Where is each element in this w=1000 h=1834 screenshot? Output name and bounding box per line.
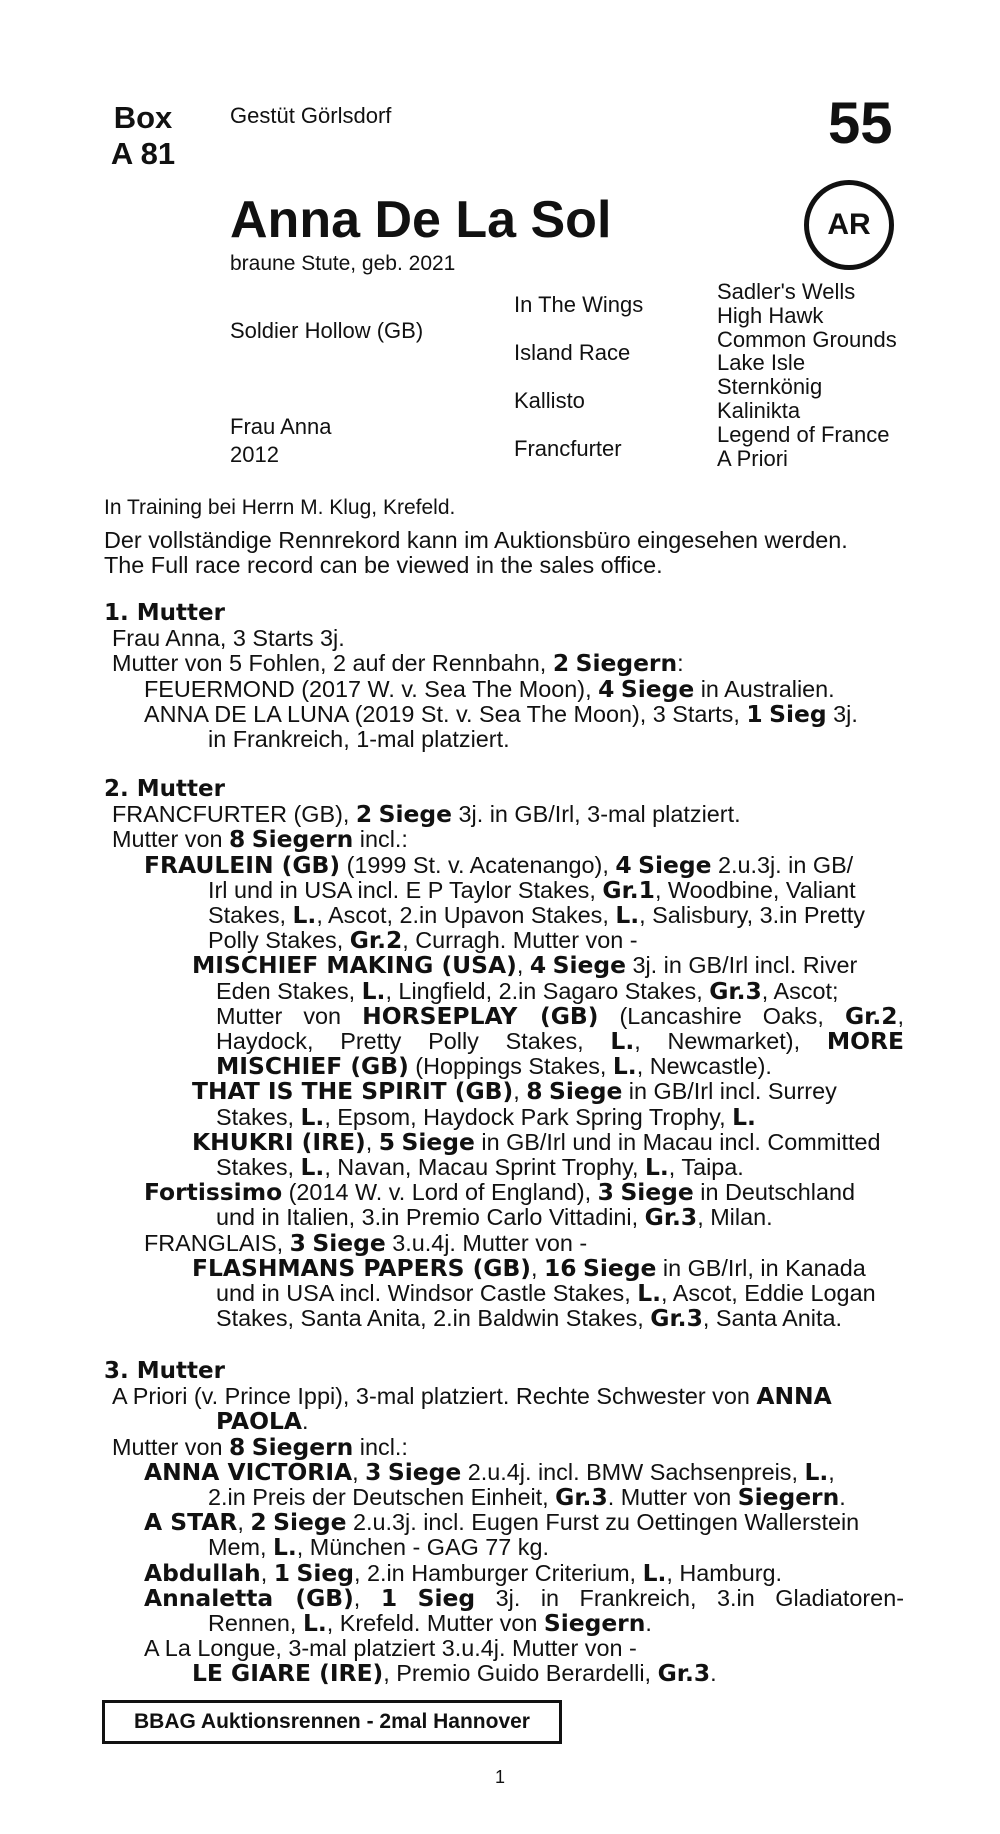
pedigree-grandparent: Kallisto [514, 388, 585, 413]
dam-line: FEUERMOND (2017 W. v. Sea The Moon), 4 Siege in Australien. [144, 674, 835, 703]
dam-line: Haydock, Pretty Polly Stakes, L., Newmarket), MORE [216, 1027, 904, 1056]
training-note: In Training bei Herrn M. Klug, Krefeld. [104, 496, 456, 519]
pedigree-grandparent: In The Wings [514, 292, 644, 317]
page-number: 1 [494, 1767, 505, 1787]
dam-line: FRANGLAIS, 3 Siege 3.u.4j. Mutter von - [144, 1228, 588, 1257]
pedigree-great-grandparent: Lake Isle [717, 350, 806, 376]
dam-line: Stakes, L., Epsom, Haydock Park Spring Trophy, L. [216, 1102, 756, 1131]
dam-line: A Priori (v. Prince Ippi), 3-mal platziert. Rechte Schwester von ANNA [112, 1382, 832, 1411]
dam-line: in Frankreich, 1-mal platziert. [208, 726, 510, 753]
dam-line: Stakes, Santa Anita, 2.in Baldwin Stakes, Gr.3, Santa Anita. [216, 1304, 842, 1333]
dam-line: ANNA DE LA LUNA (2019 St. v. Sea The Moon), 3 Starts, 1 Sieg 3j. [144, 699, 858, 728]
pedigree-great-grandparent: A Priori [717, 445, 788, 471]
dam-line: MISCHIEF (GB) (Hoppings Stakes, L., Newcastle). [216, 1052, 772, 1081]
box-label [104, 100, 182, 171]
record-note [104, 528, 848, 578]
dam-line: Frau Anna, 3 Starts 3j. [112, 625, 345, 652]
pedigree-great-grandparent: Legend of France [717, 421, 890, 447]
pedigree-great-grandparent: High Hawk [717, 302, 824, 328]
dam-line: und in Italien, 3.in Premio Carlo Vittadini, Gr.3, Milan. [216, 1203, 773, 1232]
dam-line: FLASHMANS PAPERS (GB), 16 Siege in GB/Irl, in Kanada [192, 1253, 866, 1282]
dam-line: Mutter von HORSEPLAY (GB) (Lancashire Oaks, Gr.2, [216, 1001, 905, 1030]
horse-description: braune Stute, geb. 2021 [230, 252, 456, 275]
pedigree-great-grandparent: Kalinikta [717, 397, 801, 423]
pedigree-grandparent: Francfurter [514, 436, 622, 461]
record-note-en: The Full race record can be viewed in the sales office. [104, 552, 663, 579]
dam-line: Abdullah, 1 Sieg, 2.in Hamburger Criterium, L., Hamburg. [144, 1558, 783, 1587]
horse-name: Anna De La Sol [230, 191, 612, 249]
dam-line: 2.in Preis der Deutschen Einheit, Gr.3. Mutter von Siegern. [208, 1483, 846, 1512]
pedigree-great-grandparent: Sadler's Wells [717, 279, 856, 304]
dam-line: und in USA incl. Windsor Castle Stakes, L., Ascot, Eddie Logan [216, 1279, 876, 1308]
pedigree-grandparent: Island Race [514, 340, 631, 365]
dam-line: FRAULEIN (GB) (1999 St. v. Acatenango), 4 Siege 2.u.3j. in GB/ [144, 850, 854, 879]
dam-line: FRANCFURTER (GB), 2 Siege 3j. in GB/Irl, 3-mal platziert. [112, 800, 741, 829]
ar-badge: AR [804, 180, 894, 270]
dam-line: Polly Stakes, Gr.2, Curragh. Mutter von - [208, 926, 638, 955]
section-heading: 1. Mutter [104, 600, 225, 626]
pedigree-great-grandparent: Sternkönig [717, 374, 823, 400]
dam-line: Mem, L., München - GAG 77 kg. [208, 1533, 549, 1562]
first-dam-section [104, 601, 904, 752]
dam-line: Irl und in USA incl. E P Taylor Stakes, Gr.1, Woodbine, Valiant [208, 875, 856, 904]
pedigree-great-grandparent: Common Grounds [717, 326, 897, 352]
dam-line: MISCHIEF MAKING (USA), 4 Siege 3j. in GB/Irl incl. River [192, 951, 858, 980]
box-word: Box [113, 100, 173, 135]
dam-line: PAOLA. [216, 1407, 309, 1436]
dam-line: Mutter von 5 Fohlen, 2 auf der Rennbahn, 2 Siegern: [112, 649, 684, 678]
box-number: A 81 [110, 135, 176, 171]
footer-race-box: BBAG Auktionsrennen - 2mal Hannover [102, 1700, 562, 1744]
pedigree-dam-year: 2012 [230, 442, 279, 467]
dam-line: THAT IS THE SPIRIT (GB), 8 Siege in GB/Irl incl. Surrey [192, 1077, 837, 1106]
dam-line: LE GIARE (IRE), Premio Guido Berardelli, Gr.3. [192, 1659, 717, 1688]
section-heading: 2. Mutter [104, 776, 225, 802]
dam-line: ANNA VICTORIA, 3 Siege 2.u.4j. incl. BMW Sachsenpreis, L., [144, 1457, 835, 1486]
dam-line: Fortissimo (2014 W. v. Lord of England), 3 Siege in Deutschland [144, 1178, 856, 1207]
pedigree-dam: Frau Anna [230, 414, 332, 439]
dam-line: Stakes, L., Ascot, 2.in Upavon Stakes, L., Salisbury, 3.in Pretty [208, 901, 865, 930]
dam-line: Stakes, L., Navan, Macau Sprint Trophy, L., Taipa. [216, 1153, 744, 1182]
lot-number: 55 [828, 91, 893, 156]
record-note-de: Der vollständige Rennrekord kann im Auktionsbüro eingesehen werden. [104, 527, 848, 553]
dam-line: Mutter von 8 Siegern incl.: [112, 1432, 408, 1461]
dam-line: A STAR, 2 Siege 2.u.3j. incl. Eugen Furst zu Oettingen Wallerstein [144, 1508, 860, 1537]
pedigree-great-grandparents [717, 280, 897, 470]
second-dam-section [104, 777, 904, 1331]
third-dam-section [104, 1359, 904, 1687]
breeder-name: Gestüt Görlsdorf [230, 103, 392, 128]
section-heading: 3. Mutter [104, 1358, 225, 1384]
dam-line: Eden Stakes, L., Lingfield, 2.in Sagaro Stakes, Gr.3, Ascot; [216, 976, 839, 1005]
dam-line: Annaletta (GB), 1 Sieg 3j. in Frankreich, 3.in Gladiatoren- [144, 1583, 904, 1612]
dam-line: Rennen, L., Krefeld. Mutter von Siegern. [208, 1609, 652, 1638]
dam-line: Mutter von 8 Siegern incl.: [112, 825, 408, 854]
pedigree-sire: Soldier Hollow (GB) [230, 318, 424, 343]
dam-line: KHUKRI (IRE), 5 Siege in GB/Irl und in Macau incl. Committed [192, 1127, 881, 1156]
dam-line: A La Longue, 3-mal platziert 3.u.4j. Mutter von - [144, 1635, 637, 1662]
